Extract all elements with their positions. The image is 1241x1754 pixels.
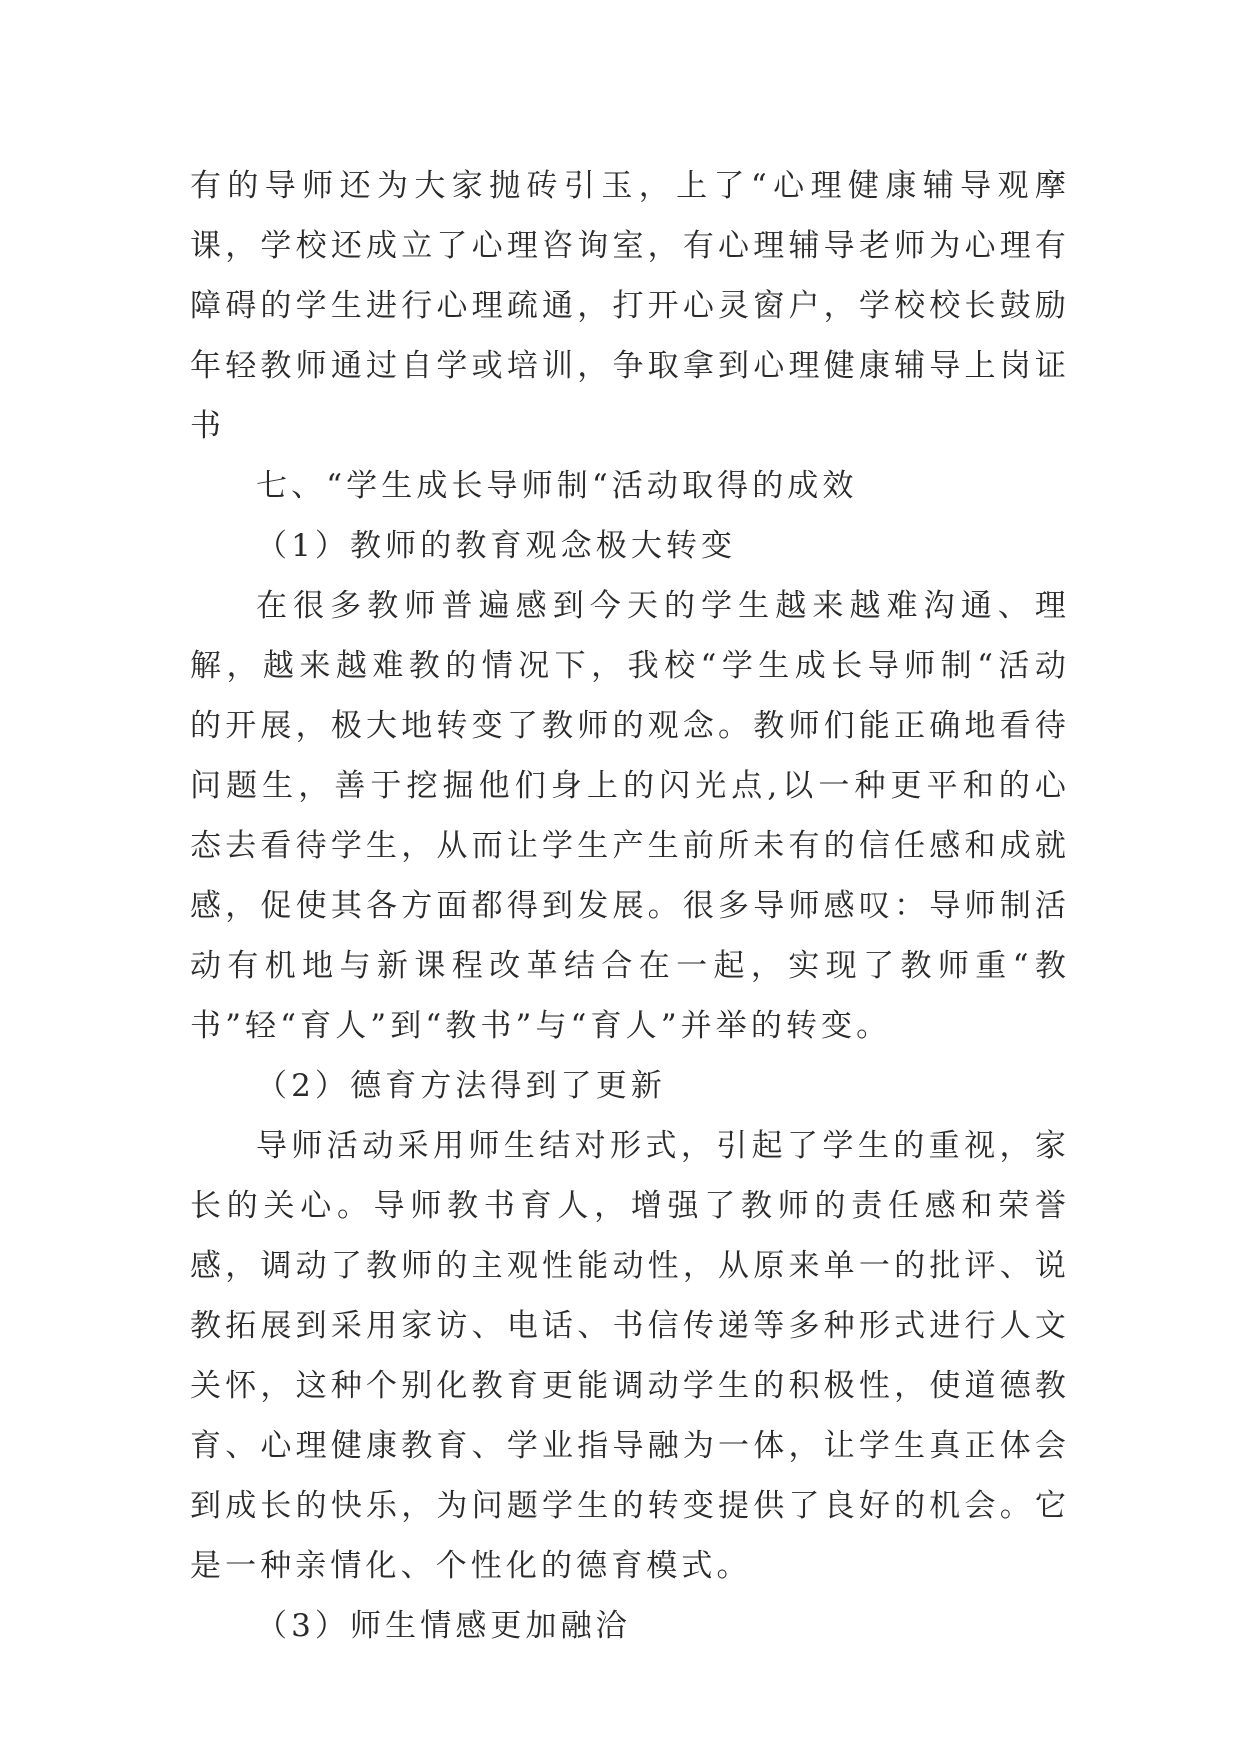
paragraph-2: 在很多教师普遍感到今天的学生越来越难沟通、理解，越来越难教的情况下，我校“学生成长导师制“活动的开展，极大地转变了教师的观念。教师们能正确地看待问题生，善于挖掘他们身上的闪光点,以一种更平和的心态去看待学生，从而让学生产生前所未有的信任感和成就感，促使其各方面都得到发展。很多导师感叹：导师制活动有机地与新课程改革结合在一起，实现了教师重“教书”轻“育人”到“教书”与“育人”并举的转变。 bbox=[190, 588, 1070, 1044]
paragraph-3: 导师活动采用师生结对形式，引起了学生的重视，家长的关心。导师教书育人，增强了教师的责任感和荣誉感，调动了教师的主观性能动性，从原来单一的批评、说教拓展到采用家访、电话、书信传递等多种形式进行人文关怀，这种个别化教育更能调动学生的积极性，使道德教育、心理健康教育、学业指导融为一体，让学生真正体会到成长的快乐，为问题学生的转变提供了良好的机会。它是一种亲情化、个性化的德育模式。 bbox=[190, 1128, 1070, 1584]
subheading-2: （2）德育方法得到了更新 bbox=[256, 1068, 666, 1104]
section-heading: 七、“学生成长导师制“活动取得的成效 bbox=[256, 468, 858, 504]
document-body bbox=[190, 156, 1070, 1656]
subheading-3: （3）师生情感更加融洽 bbox=[256, 1608, 631, 1644]
paragraph-continued: 有的导师还为大家抛砖引玉，上了“心理健康辅导观摩课，学校还成立了心理咨询室，有心理辅导老师为心理有障碍的学生进行心理疏通，打开心灵窗户，学校校长鼓励年轻教师通过自学或培训，争取拿到心理健康辅导上岗证书 bbox=[190, 168, 1070, 444]
subheading-1: （1）教师的教育观念极大转变 bbox=[256, 528, 737, 564]
